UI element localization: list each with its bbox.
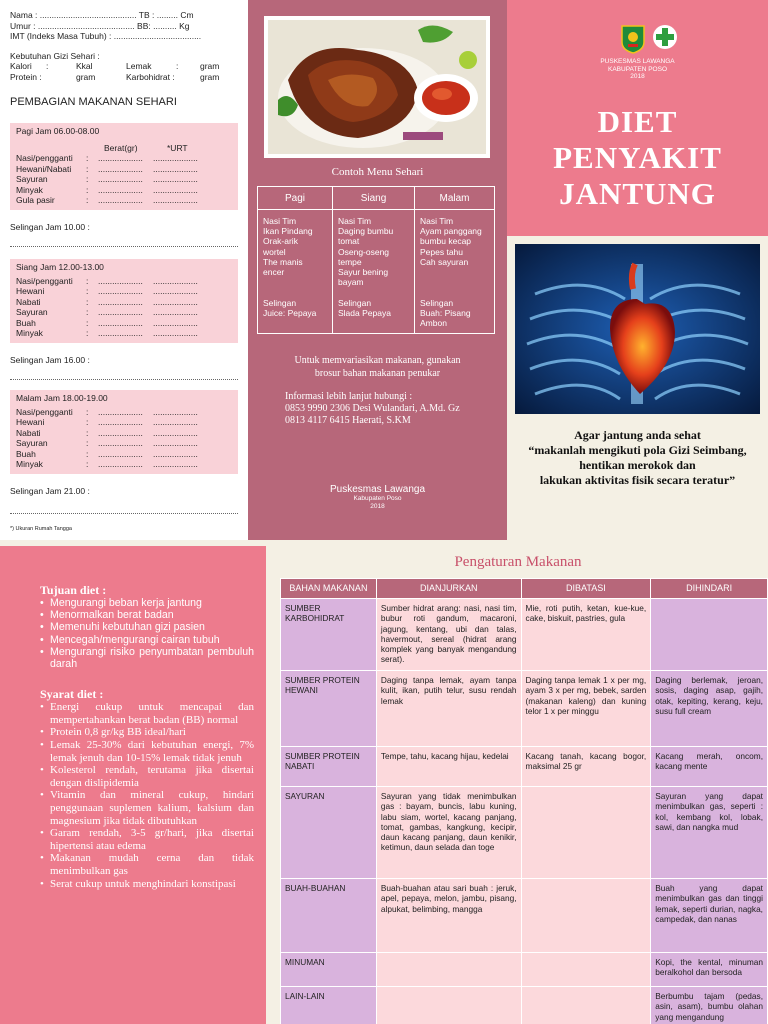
menu-header-siang: Siang — [333, 187, 415, 210]
row-recommended — [376, 953, 521, 987]
row-category: MINUMAN — [281, 953, 377, 987]
meal-row: Nasi/pengganti : ................... ................... — [16, 276, 232, 287]
menu-cell-pagi: Nasi Tim Ikan Pindang Orak-arik wortel The manis encer Selingan Juice: Pepaya — [258, 210, 333, 334]
row-category: SUMBER KARBOHIDRAT — [281, 599, 377, 671]
weight-blank: ................... — [98, 307, 143, 317]
table-row — [281, 599, 768, 671]
header-dianjurkan: DIANJURKAN — [376, 579, 521, 599]
row-category: SUMBER PROTEIN NABATI — [281, 747, 377, 787]
meal-row: Nasi/pengganti : ................... ................... — [16, 153, 232, 164]
meal-item: Hewani — [16, 286, 45, 296]
kalori-unit: Kkal — [76, 61, 93, 71]
menu-panel — [248, 0, 507, 540]
row-recommended: Daging tanpa lemak, ayam tanpa kulit, ikan, putih telur, susu rendah lemak — [376, 671, 521, 747]
contact-title: Informasi lebih lanjut hubungi : — [285, 391, 413, 402]
snack-label-10: Selingan Jam 10.00 : — [10, 221, 90, 232]
meal-item: Minyak — [16, 184, 43, 195]
syarat-list — [40, 701, 254, 890]
syarat-item: • Protein 0,8 gr/kg BB ideal/hari — [40, 726, 254, 739]
menu-cell-malam: Nasi Tim Ayam panggang bumbu kecap Pepes tahu Cah sayuran Selingan Buah: Pisang Ambon — [420, 216, 482, 329]
meal-item: Nabati — [16, 427, 41, 438]
meal-item: Sayuran — [16, 307, 48, 317]
lemak-label: Lemak — [126, 61, 152, 71]
weight-blank: ................... — [98, 459, 143, 469]
age-weight-line: Umur : ......................................... BB: .......... Kg — [10, 20, 190, 31]
row-recommended: Tempe, tahu, kacang hijau, kedelai — [376, 747, 521, 787]
syarat-item: • Lemak 25-30% dari kebutuhan energi, 7% lemak jenuh dan 10-15% lemak tidak jenuh — [40, 739, 254, 764]
meal-title-pagi: Pagi Jam 06.00-08.00 — [16, 126, 100, 136]
meal-row: Buah : ................... ................... — [16, 449, 232, 460]
protein-unit: gram — [76, 71, 96, 82]
meal-distribution-title: PEMBAGIAN MAKANAN SEHARI — [10, 96, 177, 108]
row-avoided: Sayuran yang dapat menimbulkan gas, seperti : kol, kembang kol, lobak, sawi, dan nangka mud — [651, 787, 768, 879]
weight-blank: ................... — [98, 275, 143, 286]
contact-line: 0813 4117 6415 Haerati, S.KM — [285, 415, 411, 426]
row-avoided: Kopi, the kental, minuman beralkohol dan bersoda — [651, 953, 768, 987]
row-avoided — [651, 599, 768, 671]
urt-blank: ................... — [153, 275, 198, 286]
meal-row: Minyak : ................... ................... — [16, 328, 232, 339]
meal-item: Minyak — [16, 328, 43, 338]
meal-row: Gula pasir : ................... ................... — [16, 195, 232, 206]
calorie-fat-row — [10, 61, 238, 72]
menu-cell-siang: Nasi Tim Daging bumbu tomat Oseng-oseng tempe Sayur bening bayam Selingan Slada Pepaya — [333, 210, 415, 334]
karbohidrat-label: Karbohidrat : — [126, 71, 175, 82]
tujuan-title: Tujuan diet : — [40, 583, 107, 597]
cover-title — [507, 104, 768, 212]
org-footer — [248, 484, 507, 510]
weight-blank: ................... — [98, 163, 143, 174]
meal-item: Gula pasir — [16, 195, 55, 205]
quote-line: hentikan merokok dan — [579, 458, 696, 472]
weight-blank: ................... — [98, 184, 143, 195]
urt-blank: ................... — [153, 448, 198, 459]
tujuan-item: • Mengurangi risiko penyumbatan pembuluh darah — [40, 646, 254, 670]
berat-header: Berat(gr) — [104, 142, 138, 153]
header-bahan: BAHAN MAKANAN — [281, 579, 377, 599]
snack-line-21 — [10, 504, 238, 514]
snack-line-16 — [10, 370, 238, 380]
meal-row: Hewani : ................... ................... — [16, 417, 232, 428]
urt-blank: ................... — [153, 174, 198, 184]
weight-blank: ................... — [98, 174, 143, 184]
meal-row: Hewani : ................... ................... — [16, 286, 232, 297]
snack-label-16: Selingan Jam 16.00 : — [10, 354, 90, 365]
row-avoided: Kacang merah, oncom, kacang mente — [651, 747, 768, 787]
sample-menu-table — [257, 186, 495, 334]
regional-emblem-icon — [620, 24, 646, 54]
weight-blank: ................... — [98, 195, 143, 205]
table-row — [281, 879, 768, 953]
urt-blank: ................... — [153, 459, 198, 469]
weight-blank: ................... — [98, 417, 143, 427]
tujuan-item: • Mencegah/mengurangi cairan tubuh — [40, 634, 254, 646]
row-recommended: Sumber hidrat arang: nasi, nasi tim, bubur roti gandum, macaroni, jagung, kentang, ubi dan talas, havermout, sereal (hidrat arang komplek yang banyak mengandung serat). — [376, 599, 521, 671]
table-row — [281, 671, 768, 747]
row-avoided: Daging berlemak, jeroan, sosis, daging asap, gajih, otak, kepiting, kerang, keju, susu full cream — [651, 671, 768, 747]
cover-title-line: JANTUNG — [559, 176, 716, 211]
urt-blank: ................... — [153, 427, 198, 438]
meal-title-siang: Siang Jam 12.00-13.00 — [16, 262, 104, 272]
variation-note-line1: Untuk memvariasikan makanan, gunakan — [294, 355, 461, 366]
row-limited: Kacang tanah, kacang bogor, maksimal 25 gr — [521, 747, 651, 787]
meal-row: Sayuran : ................... ................... — [16, 307, 232, 318]
weight-blank: ................... — [98, 448, 143, 459]
anatomical-heart-image — [515, 244, 760, 414]
table-header-row — [281, 579, 768, 599]
row-avoided: Berbumbu tajam (pedas, asin, asam), bumbu olahan yang mengandung — [651, 987, 768, 1024]
urt-blank: ................... — [153, 153, 198, 163]
snack-line-10 — [10, 237, 238, 247]
protein-carb-row — [10, 72, 238, 83]
syarat-item: • Garam rendah, 3-5 gr/hari, jika disertai hipertensi atau edema — [40, 827, 254, 852]
lemak-unit: gram — [200, 61, 220, 71]
variation-note-line2: brosur bahan makanan penukar — [314, 368, 441, 379]
row-recommended: Buah-buahan atau sari buah : jeruk, apel, pepaya, melon, jambu, pisang, alpukat, belimbing, mangga — [376, 879, 521, 953]
tujuan-item: • Mengurangi beban kerja jantung — [40, 597, 254, 609]
org-year: 2018 — [370, 502, 385, 510]
row-limited — [521, 987, 651, 1024]
contact-info — [285, 391, 460, 427]
syarat-item: • Makanan mudah cerna dan tidak menimbulkan gas — [40, 852, 254, 877]
diet-goals-panel — [0, 540, 268, 1024]
cover-org-line2: KABUPATEN POSO — [608, 65, 667, 73]
snack-label-21: Selingan Jam 21.00 : — [10, 485, 90, 496]
meal-title-malam: Malam Jam 18.00-19.00 — [16, 393, 108, 403]
meal-row: Buah : ................... ................... — [16, 318, 232, 329]
row-recommended: Sayuran yang tidak menimbulkan gas : bayam, buncis, labu kuning, labu siam, wortel, kacang panjang, tomat, gambas, kangkung, kecipir, daun kacang panjang, daun kenikir, ketimun, daun selada dan toge — [376, 787, 521, 879]
tujuan-item: • Memenuhi kebutuhan gizi pasien — [40, 621, 254, 633]
food-rules-table — [280, 578, 768, 1024]
row-limited: Daging tanpa lemak 1 x per mg, ayam 3 x per mg, bebek, sarden (makanan kaleng) dan kuning telor 1 x per minggu — [521, 671, 651, 747]
table-row — [281, 747, 768, 787]
meal-box-malam — [10, 390, 238, 474]
meal-box-pagi — [10, 123, 238, 210]
urt-blank: ................... — [153, 438, 198, 448]
urt-blank: ................... — [153, 307, 198, 317]
cover-title-line: PENYAKIT — [553, 140, 722, 175]
meal-col-headers — [16, 143, 232, 154]
table-row — [281, 787, 768, 879]
row-category: SUMBER PROTEIN HEWANI — [281, 671, 377, 747]
meal-row: Sayuran : ................... ................... — [16, 174, 232, 185]
syarat-title: Syarat diet : — [40, 687, 104, 702]
meal-row: Nabati : ................... ................... — [16, 428, 232, 439]
tujuan-item: • Menormalkan berat badan — [40, 609, 254, 621]
meal-item: Sayuran — [16, 174, 48, 184]
food-rules-title: Pengaturan Makanan — [454, 554, 582, 570]
menu-caption: Contoh Menu Sehari — [331, 166, 424, 178]
food-rules-panel — [268, 540, 768, 1024]
diet-form-panel — [0, 0, 248, 540]
meal-item: Buah — [16, 448, 36, 459]
meal-box-siang — [10, 259, 238, 343]
header-dibatasi: DIBATASI — [521, 579, 651, 599]
org-name: Puskesmas Lawanga — [329, 484, 426, 495]
weight-blank: ................... — [98, 286, 143, 296]
urt-blank: ................... — [153, 417, 198, 427]
meal-item: Nabati — [16, 296, 41, 307]
meal-item: Hewani/Nabati — [16, 163, 72, 174]
weight-blank: ................... — [98, 438, 143, 448]
variation-note — [248, 354, 507, 380]
meal-row: Minyak : ................... ................... — [16, 459, 232, 470]
meal-item: Nasi/pengganti — [16, 275, 73, 286]
meal-item: Nasi/pengganti — [16, 406, 73, 417]
quote-line: lakukan aktivitas fisik secara teratur” — [539, 473, 736, 487]
weight-blank: ................... — [98, 317, 143, 328]
urt-header: *URT — [167, 142, 188, 153]
meal-row: Sayuran : ................... ................... — [16, 438, 232, 449]
urt-blank: ................... — [153, 328, 198, 338]
table-row — [281, 953, 768, 987]
row-category: SAYURAN — [281, 787, 377, 879]
goals-box — [0, 546, 266, 1024]
meal-row: Nasi/pengganti : ................... ................... — [16, 407, 232, 418]
weight-blank: ................... — [98, 328, 143, 338]
urt-blank: ................... — [153, 286, 198, 296]
tujuan-list — [40, 597, 254, 670]
green-cross-icon — [652, 24, 678, 50]
name-height-line: Nama : ......................................... TB : ......... Cm — [10, 10, 194, 20]
meal-item: Nasi/pengganti — [16, 153, 73, 163]
meal-row: Minyak : ................... ................... — [16, 185, 232, 196]
row-limited: Mie, roti putih, ketan, kue-kue, cake, biskuit, pastries, gula — [521, 599, 651, 671]
protein-label: Protein : — [10, 71, 42, 82]
meal-item: Minyak — [16, 459, 43, 469]
cover-panel — [507, 0, 768, 540]
contact-line: 0853 9990 2306 Desi Wulandari, A.Md. Gz — [285, 403, 460, 414]
cover-quote — [507, 428, 768, 488]
header-dihindari: DIHINDARI — [651, 579, 768, 599]
food-photo — [264, 16, 490, 158]
cover-title-line: DIET — [597, 104, 678, 139]
syarat-item: • Vitamin dan mineral cukup, hindari penggunaan suplemen kalium, kalsium dan magnesium jika tidak dibutuhkan — [40, 789, 254, 827]
urt-blank: ................... — [153, 184, 198, 195]
syarat-item: • Kolesterol rendah, terutama jika disertai dengan dislipidemia — [40, 764, 254, 789]
row-category: BUAH-BUAHAN — [281, 879, 377, 953]
kalori-label: Kalori — [10, 61, 32, 71]
menu-header-malam: Malam — [415, 187, 494, 210]
row-recommended — [376, 987, 521, 1024]
nutrition-needs-title: Kebutuhan Gizi Sehari : — [10, 50, 100, 61]
cover-org-line3: 2018 — [630, 73, 645, 80]
cover-org — [507, 58, 768, 81]
quote-line: Agar jantung anda sehat — [574, 428, 701, 442]
row-avoided: Buah yang dapat menimbulkan gas dan tinggi lemak, seperti durian, nagka, campedak, dan nanas — [651, 879, 768, 953]
weight-blank: ................... — [98, 153, 143, 163]
lemak-colon: : — [176, 61, 179, 71]
cover-org-line1: PUSKESMAS LAWANGA — [600, 58, 675, 65]
table-row — [281, 987, 768, 1024]
karbohidrat-unit: gram — [200, 71, 220, 82]
row-category: LAIN-LAIN — [281, 987, 377, 1024]
weight-blank: ................... — [98, 296, 143, 307]
org-region: Kabupaten Poso — [353, 495, 402, 502]
cover-header — [507, 0, 768, 236]
urt-blank: ................... — [153, 163, 198, 174]
row-limited — [521, 787, 651, 879]
syarat-item: • Serat cukup untuk menghindari konstipasi — [40, 878, 254, 891]
meal-row: Hewani/Nabati : ................... ................... — [16, 164, 232, 175]
meal-item: Buah — [16, 317, 36, 328]
grilled-chicken-photo — [268, 20, 486, 154]
weight-blank: ................... — [98, 427, 143, 438]
meal-row: Nabati : ................... ................... — [16, 297, 232, 308]
weight-blank: ................... — [98, 406, 143, 417]
kalori-colon: : — [46, 61, 49, 71]
menu-header-pagi: Pagi — [258, 187, 333, 210]
row-limited — [521, 879, 651, 953]
syarat-item: • Energi cukup untuk mencapai dan mempertahankan berat badan (BB) normal — [40, 701, 254, 726]
urt-footnote: *) Ukuran Rumah Tangga — [10, 526, 72, 532]
urt-blank: ................... — [153, 317, 198, 328]
urt-blank: ................... — [153, 296, 198, 307]
meal-item: Sayuran — [16, 438, 48, 448]
urt-blank: ................... — [153, 406, 198, 417]
quote-line: “makanlah mengikuti pola Gizi Seimbang, — [528, 443, 747, 457]
row-limited — [521, 953, 651, 987]
meal-item: Hewani — [16, 417, 45, 427]
bmi-line: IMT (Indeks Masa Tubuh) : ..................................... — [10, 31, 202, 41]
urt-blank: ................... — [153, 195, 198, 205]
